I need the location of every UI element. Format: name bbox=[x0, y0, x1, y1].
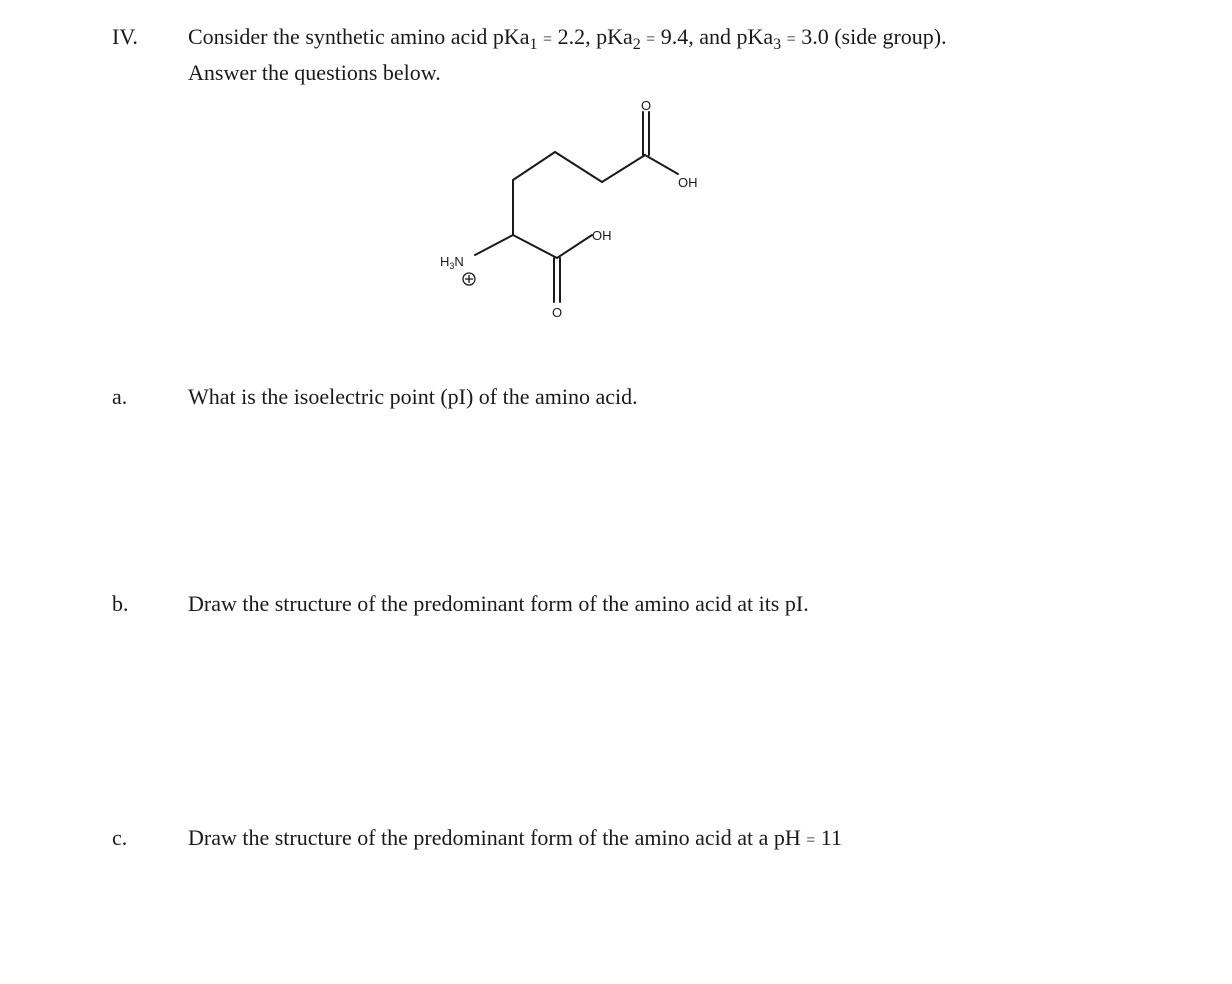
pka-label-1: pKa bbox=[492, 24, 530, 49]
part-a-text: What is the isoelectric point (pI) of the amino acid. bbox=[188, 384, 638, 409]
pka-label-2: pKa bbox=[596, 24, 633, 49]
equals-sign-1: = bbox=[543, 31, 553, 48]
amine-h-label: H bbox=[440, 254, 450, 269]
top-oxygen-label: O bbox=[640, 98, 652, 113]
bond-alpha-carboxyl bbox=[513, 235, 557, 258]
amino-acid-structure bbox=[420, 90, 720, 330]
amine-h-subscript: 3 bbox=[449, 261, 455, 271]
bond-beta-gamma bbox=[513, 152, 555, 180]
bond-lower-oh bbox=[557, 235, 592, 258]
part-c-label: c. bbox=[112, 825, 128, 850]
bond-alpha-amine bbox=[475, 235, 513, 255]
amine-n-label: N bbox=[454, 254, 464, 269]
part-c-value: 11 bbox=[820, 825, 842, 850]
question-number: IV. bbox=[112, 24, 138, 49]
question-line-1 bbox=[188, 24, 947, 53]
lower-oh-label: OH bbox=[592, 228, 612, 243]
equals-sign-2: = bbox=[646, 31, 656, 48]
bond-top-oh bbox=[645, 155, 678, 174]
part-a-label: a. bbox=[112, 384, 128, 409]
pka-value-2: 9.4, and pKa bbox=[660, 24, 774, 49]
part-c-body: Draw the structure of the predominant form of the amino acid at a pH bbox=[188, 825, 801, 850]
top-oh-label: OH bbox=[678, 175, 698, 190]
part-b-text: Draw the structure of the predominant form of the amino acid at its pI. bbox=[188, 591, 809, 616]
pka-subscript-3: 3 bbox=[773, 36, 782, 53]
pka-subscript-2: 2 bbox=[632, 36, 641, 53]
question-line-2: Answer the questions below. bbox=[188, 60, 441, 85]
amine-label bbox=[440, 254, 464, 271]
question-intro: Consider the synthetic amino acid bbox=[188, 24, 488, 49]
part-c-equals: = bbox=[806, 832, 816, 849]
bond-delta-carbonyl bbox=[602, 155, 645, 182]
bottom-oxygen-label: O bbox=[551, 305, 563, 320]
pka-value-3: 3.0 (side group). bbox=[801, 24, 947, 49]
pka-value-1: 2.2, bbox=[557, 24, 591, 49]
bond-gamma-delta bbox=[555, 152, 602, 182]
part-b-label: b. bbox=[112, 591, 129, 616]
pka-subscript-1: 1 bbox=[529, 36, 538, 53]
equals-sign-3: = bbox=[786, 31, 796, 48]
part-c-text bbox=[188, 825, 842, 851]
